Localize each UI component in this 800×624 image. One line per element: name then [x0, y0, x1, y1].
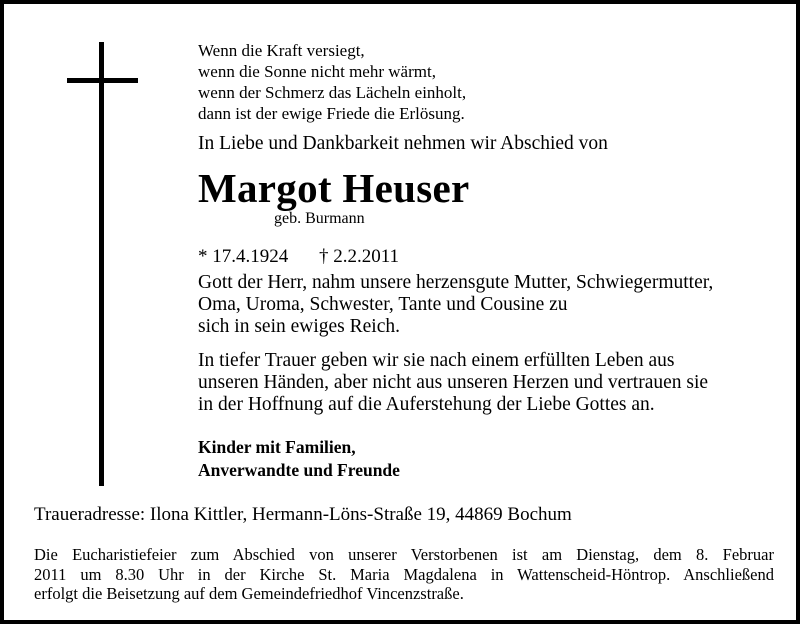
- paragraph-line: Gott der Herr, nahm unsere herzensgute Mutter, Schwiegermutter,: [198, 272, 714, 293]
- poem-line: Wenn die Kraft versiegt,: [198, 41, 365, 60]
- deceased-name: Margot Heuser: [198, 165, 470, 211]
- poem-line: wenn die Sonne nicht mehr wärmt,: [198, 62, 436, 81]
- paragraph-mourning: [198, 350, 708, 416]
- signature-block: [198, 436, 400, 482]
- paragraph-line: unseren Händen, aber nicht aus unseren Herzen und vertrauen sie: [198, 372, 709, 393]
- poem-line: dann ist der ewige Friede die Erlösung.: [198, 104, 465, 123]
- paragraph-line: in der Hoffnung auf die Auferstehung der Liebe Gottes an.: [198, 394, 655, 415]
- death-date: † 2.2.2011: [319, 246, 400, 267]
- signature-line: Anverwandte und Freunde: [198, 460, 400, 480]
- cross-icon-bar: [67, 78, 138, 83]
- service-details: [34, 545, 774, 604]
- mourning-address: Traueradresse: Ilona Kittler, Hermann-Löns-Straße 19, 44869 Bochum: [34, 504, 572, 525]
- service-line: Die Eucharistiefeier zum Abschied von unserer Verstorbenen ist am Dienstag, dem 8. Februar: [34, 545, 774, 564]
- birth-name: geb. Burmann: [274, 210, 365, 227]
- cross-icon: [99, 42, 104, 486]
- poem: [198, 40, 466, 124]
- paragraph-line: Oma, Uroma, Schwester, Tante und Cousine zu: [198, 294, 568, 315]
- service-line: erfolgt die Beisetzung auf dem Gemeindefriedhof Vincenzstraße.: [34, 584, 464, 603]
- birth-date: * 17.4.1924: [198, 246, 289, 267]
- paragraph-line: In tiefer Trauer geben wir sie nach einem erfüllten Leben aus: [198, 350, 675, 371]
- farewell-intro: In Liebe und Dankbarkeit nehmen wir Abschied von: [198, 133, 608, 154]
- paragraph-announcement: [198, 272, 713, 338]
- signature-line: Kinder mit Familien,: [198, 437, 356, 457]
- service-line: 2011 um 8.30 Uhr in der Kirche St. Maria Magdalena in Wattenscheid-Höntrop. Anschließend: [34, 564, 774, 584]
- poem-line: wenn der Schmerz das Lächeln einholt,: [198, 83, 467, 102]
- paragraph-line: sich in sein ewiges Reich.: [198, 316, 400, 337]
